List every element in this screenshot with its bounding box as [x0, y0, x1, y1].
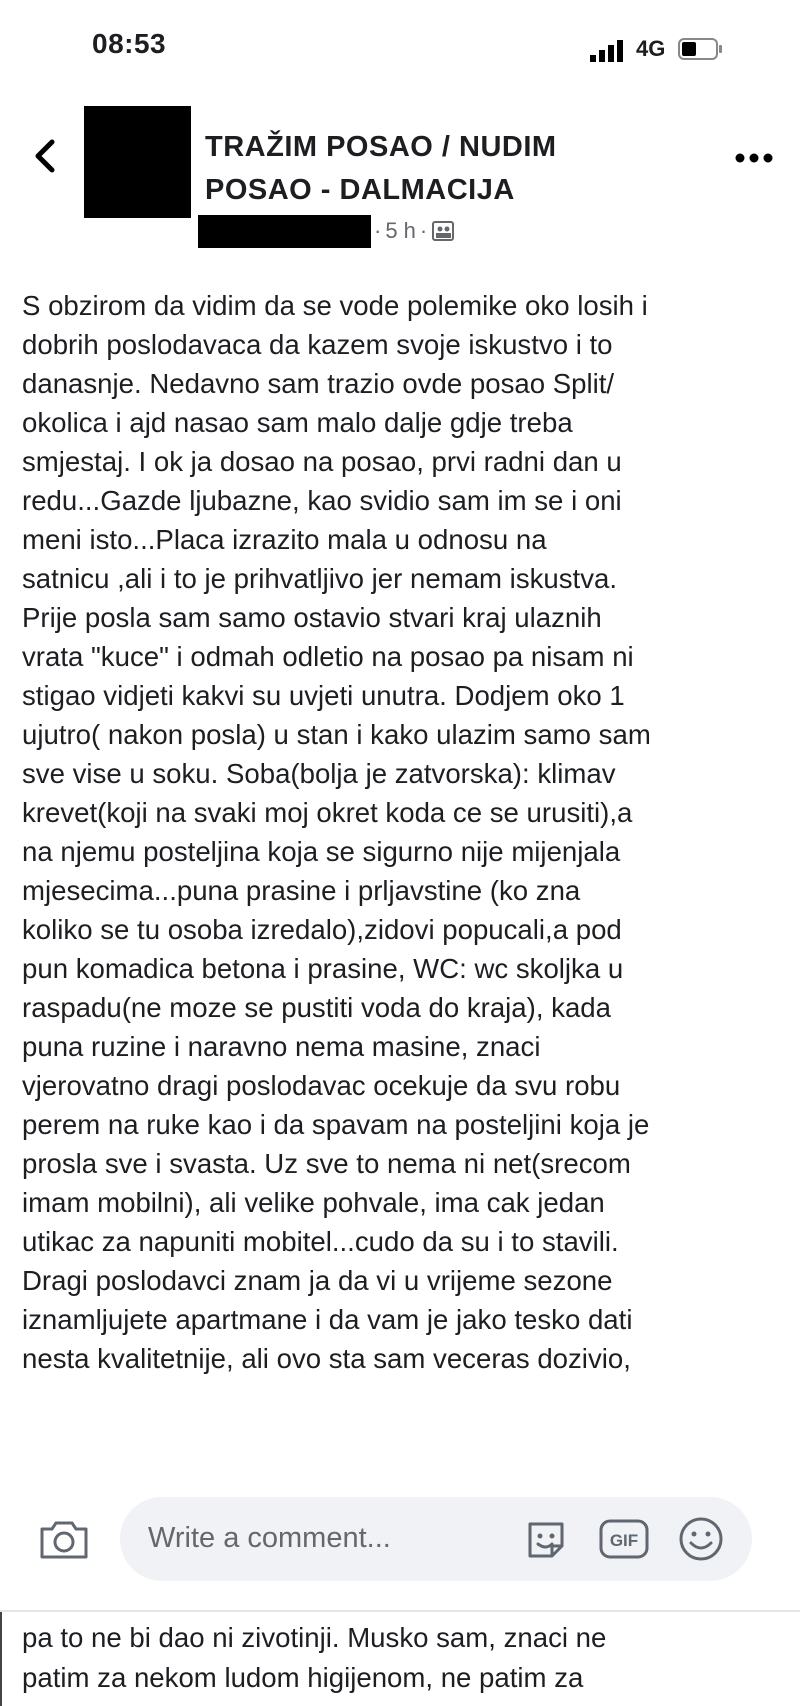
post-line: pa to ne bi dao ni zivotinji. Musko sam, znaci ne	[22, 1622, 607, 1653]
post-line: pun komadica betona i prasine, WC: wc skoljka u	[22, 953, 624, 984]
post-line: perem na ruke kao i da spavam na posteljini koja je	[22, 1109, 650, 1140]
screenshot-divider	[0, 1610, 800, 1612]
post-line: Dragi poslodavci znam ja da vi u vrijeme sezone	[22, 1265, 613, 1296]
post-line: imam mobilni), ali velike pohvale, ima cak jedan	[22, 1187, 605, 1218]
post-line: ujutro( nakon posla) u stan i kako ulazim samo sam	[22, 719, 651, 750]
sticker-icon[interactable]	[524, 1518, 568, 1562]
status-time: 08:53	[92, 28, 167, 59]
post-line: iznamljujete apartmane i da vam je jako tesko dati	[22, 1304, 633, 1335]
post-line: satnicu ,ali i to je prihvatljivo jer nemam iskustva.	[22, 563, 618, 594]
post-line: mjesecima...puna prasine i prljavstine (ko zna	[22, 875, 581, 906]
post-line: utikac za napuniti mobitel...cudo da su i to stavili.	[22, 1226, 619, 1257]
post-body	[22, 286, 792, 1378]
post-line: krevet(koji na svaki moj okret koda ce se urusiti),a	[22, 797, 633, 828]
post-line: na njemu posteljina koja se sigurno nije mijenjala	[22, 836, 621, 867]
post-line: puna ruzine i naravno nema masine, znaci	[22, 1031, 541, 1062]
gif-icon[interactable]	[598, 1518, 650, 1560]
meta-separator: ·	[419, 218, 428, 243]
group-title[interactable]	[205, 126, 645, 212]
post-line: Prije posla sam samo ostavio stvari kraj ulaznih	[22, 602, 602, 633]
back-chevron-icon[interactable]	[30, 136, 60, 176]
post-meta	[374, 218, 455, 244]
post-line: vjerovatno dragi poslodavac ocekuje da svu robu	[22, 1070, 621, 1101]
post-line: prosla sve i svasta. Uz sve to nema ni net(srecom	[22, 1148, 631, 1179]
group-title-line-2: POSAO - DALMACIJA	[205, 174, 515, 206]
post-line: smjestaj. I ok ja dosao na posao, prvi radni dan u	[22, 446, 622, 477]
post-line: koliko se tu osoba izredalo),zidovi popucali,a pod	[22, 914, 622, 945]
camera-icon[interactable]	[38, 1515, 90, 1563]
post-line: sve vise u soku. Soba(bolja je zatvorska): klimav	[22, 758, 616, 789]
author-name-redacted[interactable]	[198, 215, 371, 248]
comment-placeholder[interactable]: Write a comment...	[148, 1522, 391, 1554]
meta-separator: ·	[374, 218, 382, 243]
post-line: vrata "kuce" i odmah odletio na posao pa nisam ni	[22, 641, 634, 672]
crop-edge-line	[0, 1612, 2, 1706]
more-options-ellipsis-icon[interactable]	[734, 150, 774, 166]
group-title-line-1: TRAŽIM POSAO / NUDIM	[205, 131, 557, 163]
post-line: raspadu(ne moze se pustiti voda do kraja), kada	[22, 992, 611, 1023]
signal-icon	[590, 40, 630, 62]
post-line: dobrih poslodavaca da kazem svoje iskustvo i to	[22, 329, 613, 360]
emoji-icon[interactable]	[678, 1516, 724, 1562]
members-icon	[431, 220, 455, 242]
post-body-continuation	[22, 1618, 792, 1698]
post-line: nesta kvalitetnije, ali ovo sta sam veceras dozivio,	[22, 1343, 631, 1374]
post-line: stigao vidjeti kakvi su uvjeti unutra. Dodjem oko 1	[22, 680, 625, 711]
network-type: 4G	[636, 36, 666, 61]
post-line: meni isto...Placa izrazito mala u odnosu na	[22, 524, 547, 555]
gif-label: GIF	[609, 1531, 639, 1550]
post-time[interactable]: 5 h	[385, 218, 416, 243]
post-line: S obzirom da vidim da se vode polemike oko losih i	[22, 290, 648, 321]
group-avatar-redacted[interactable]	[84, 106, 191, 218]
post-line: redu...Gazde ljubazne, kao svidio sam im se i oni	[22, 485, 622, 516]
battery-icon	[678, 38, 724, 60]
post-line: okolica i ajd nasao sam malo dalje gdje treba	[22, 407, 573, 438]
post-line: patim za nekom ludom higijenom, ne patim za	[22, 1662, 584, 1693]
post-line: danasnje. Nedavno sam trazio ovde posao Split/	[22, 368, 615, 399]
